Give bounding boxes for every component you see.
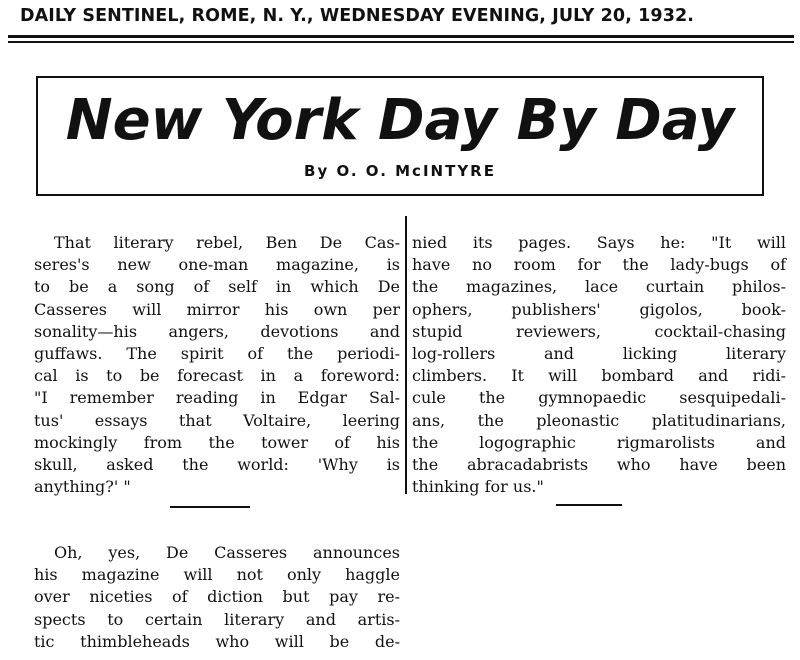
text-line: to be a song of self in which De: [34, 277, 400, 297]
text-line: spects to certain literary and artis-: [34, 609, 400, 629]
text-line: guffaws. The spirit of the periodi-: [34, 344, 400, 364]
text-line: ophers, publishers' gigolos, book-: [412, 299, 786, 319]
text-line: nied its pages. Says he: "It will: [412, 233, 786, 252]
column-divider: [405, 216, 407, 494]
text-line: stupid reviewers, cocktail-chasing: [412, 321, 786, 341]
article-column-left-continued: [34, 542, 400, 653]
text-line: That literary rebel, Ben De Cas-: [54, 233, 400, 252]
text-line: thinking for us.": [412, 477, 544, 497]
masthead-rule-top: [8, 35, 794, 38]
text-line: mockingly from the tower of his: [34, 432, 400, 452]
text-line: ans, the pleonastic platitudinarians,: [412, 410, 786, 430]
text-line: cule the gymnopaedic sesquipedali-: [412, 388, 786, 408]
section-break-rule: [556, 504, 622, 506]
text-line: log-rollers and licking literary: [412, 344, 786, 364]
text-line: over niceties of diction but pay re-: [34, 587, 400, 607]
text-line: tus' essays that Voltaire, leering: [34, 410, 400, 430]
text-line: skull, asked the world: 'Why is: [34, 455, 400, 475]
text-line: seres's new one-man magazine, is: [34, 255, 400, 275]
article-column-left: [34, 232, 400, 498]
text-line: the abracadabrists who have been: [412, 455, 786, 475]
masthead-rule-bottom: [8, 41, 794, 43]
section-break-rule: [170, 506, 250, 508]
text-line: have no room for the lady-bugs of: [412, 255, 786, 275]
text-line: the magazines, lace curtain philos-: [412, 277, 786, 297]
text-line: tic thimbleheads who will be de-: [34, 631, 400, 651]
text-line: Oh, yes, De Casseres announces: [54, 543, 400, 562]
headline-box: [36, 76, 764, 196]
text-line: his magazine will not only haggle: [34, 565, 400, 585]
text-line: the logographic rigmarolists and: [412, 432, 786, 452]
headline-title: New York Day By Day: [65, 88, 735, 153]
text-line: anything?' ": [34, 477, 131, 497]
text-line: climbers. It will bombard and ridi-: [412, 366, 786, 386]
text-line: Casseres will mirror his own per: [34, 299, 400, 319]
article-column-right: [412, 232, 786, 498]
newspaper-masthead: DAILY SENTINEL, ROME, N. Y., WEDNESDAY EVENING, JULY 20, 1932.: [20, 6, 694, 26]
byline: By O. O. McINTYRE: [304, 162, 496, 180]
text-line: cal is to be forecast in a foreword:: [34, 366, 400, 386]
text-line: "I remember reading in Edgar Sal-: [34, 388, 400, 408]
text-line: sonality—his angers, devotions and: [34, 321, 400, 341]
